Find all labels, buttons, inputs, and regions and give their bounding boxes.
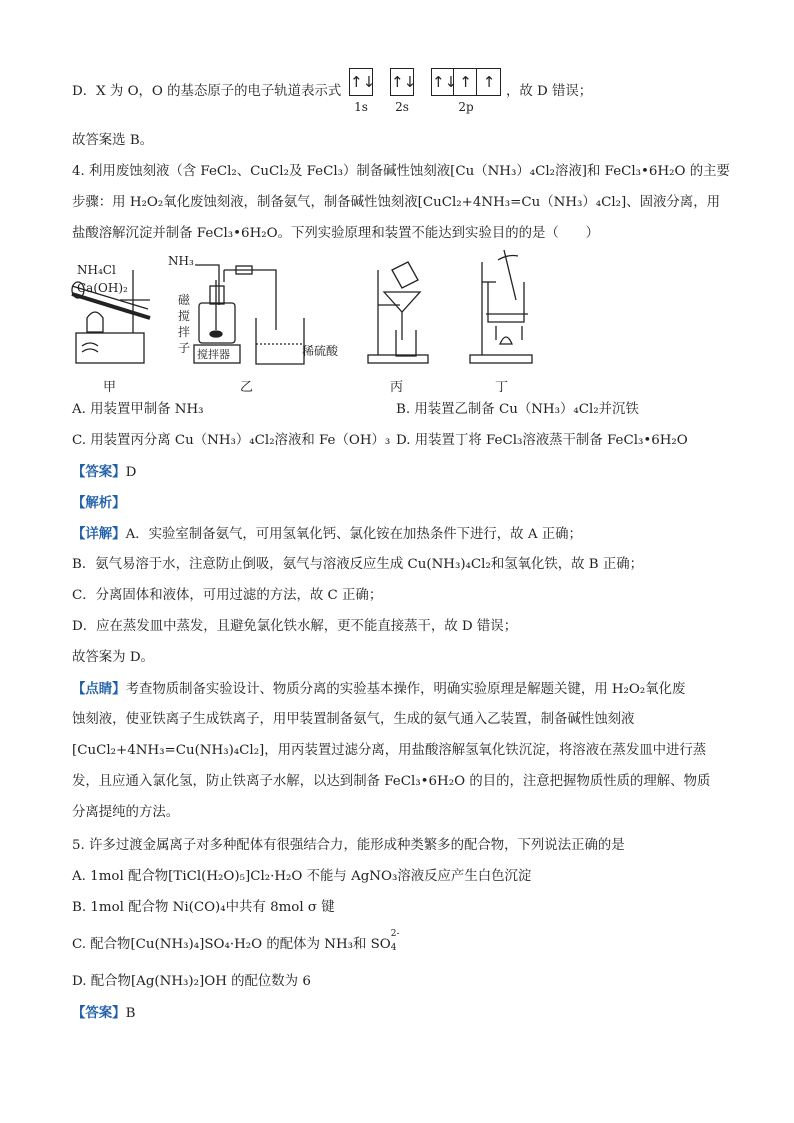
detail-a-text: A．实验室制备氨气，可用氢氧化钙、氯化铵在加热条件下进行，故 A 正确； xyxy=(125,527,582,542)
caption-jia: 甲 xyxy=(103,380,117,395)
answer-tag: 【答案】 xyxy=(72,1005,126,1021)
q4-detail-d: D．应在蒸发皿中蒸发，且避免氯化铁水解，更不能直接蒸干，故 D 错误； xyxy=(72,619,518,634)
apparatus-ding xyxy=(470,250,532,363)
q5-option-d: D. 配合物[Ag(NH₃)₂]OH 的配位数为 6 xyxy=(72,974,311,989)
detail-tag: 【详解】 xyxy=(72,526,126,542)
q5-option-c xyxy=(72,929,403,955)
orbital-label-1s: 1s xyxy=(354,100,368,114)
yi-acid-label: 稀硫酸 xyxy=(302,344,339,358)
q4-detail-end: 故答案为 D。 xyxy=(72,650,154,665)
q4-detail-a xyxy=(72,524,582,545)
sulfate-charge: 2- 4 xyxy=(390,929,400,953)
yi-stirrer-label: 搅拌器 xyxy=(197,348,230,361)
q4-option-c: C. 用装置丙分离 Cu（NH₃）₄Cl₂溶液和 Fe（OH）₃ xyxy=(72,433,391,448)
caption-yi: 乙 xyxy=(240,380,254,395)
q4-remark-line1 xyxy=(72,679,685,700)
answer-value: D xyxy=(125,465,137,480)
orbital-cell: ↑↓ xyxy=(432,69,454,95)
q5-option-a: A. 1mol 配合物[TiCl(H₂O)₅]Cl₂·H₂O 不能与 AgNO₃溶液反应产生白色沉淀 xyxy=(72,869,532,884)
q3-conclusion: 故答案选 B。 xyxy=(72,133,154,148)
q4-remark-line4: 发，且应通入氯化氢，防止铁离子水解，以达到制备 FeCl₃•6H₂O 的目的，注意把握物质性质的理解、物质 xyxy=(72,774,711,789)
yi-stirbar-char: 磁 xyxy=(178,293,191,307)
analysis-tag: 【解析】 xyxy=(72,495,126,511)
q4-analysis-tag xyxy=(72,493,126,514)
apparatus-figure xyxy=(0,0,794,400)
orbital-cell: ↑ xyxy=(455,69,477,95)
q3-option-d-text: D．X 为 O，O 的基态原子的电子轨道表示式 xyxy=(72,84,342,99)
remark-line1-text: 考查物质制备实验设计、物质分离的实验基本操作，明确实验原理是解题关键，用 H₂O₂氧化废 xyxy=(125,682,686,697)
q4-remark-line3: [CuCl₂+4NH₃=Cu(NH₃)₄Cl₂]，用丙装置过滤分离，用盐酸溶解氢氧化铁沉淀，将溶液在蒸发皿中进行蒸 xyxy=(72,743,707,758)
apparatus-bing xyxy=(368,262,428,363)
q4-detail-c: C．分离固体和液体，可用过滤的方法，故 C 正确； xyxy=(72,588,383,603)
yi-stirbar-char: 搅 xyxy=(178,309,191,323)
remark-tag: 【点睛】 xyxy=(72,681,126,697)
caption-ding: 丁 xyxy=(495,380,509,395)
q4-stem-line2: 步骤：用 H₂O₂氧化废蚀刻液，制备氨气，制备碱性蚀刻液[CuCl₂+4NH₃=Cu（NH₃）₄Cl₂]、固液分离，用 xyxy=(72,195,720,210)
q4-detail-b: B．氨气易溶于水，注意防止倒吸，氨气与溶液反应生成 Cu(NH₃)₄Cl₂和氢氧化铁，故 B 正确； xyxy=(72,557,644,572)
q5-option-c-text: C. 配合物[Cu(NH₃)₄]SO₄·H₂O 的配体为 NH₃和 SO xyxy=(72,937,391,952)
q5-option-b: B. 1mol 配合物 Ni(CO)₄中共有 8mol σ 键 xyxy=(72,900,335,915)
orbital-cell: ↑↓ xyxy=(391,73,417,91)
answer-tag: 【答案】 xyxy=(72,464,126,480)
q5-answer xyxy=(72,1003,135,1024)
q5-stem: 5. 许多过渡金属离子对多种配体有很强结合力，能形成种类繁多的配合物，下列说法正确的是 xyxy=(72,838,625,853)
q4-option-b: B. 用装置乙制备 Cu（NH₃）₄Cl₂并沉铁 xyxy=(396,402,639,417)
q4-stem-line1: 4. 利用废蚀刻液（含 FeCl₂、CuCl₂及 FeCl₃）制备碱性蚀刻液[Cu（NH₃）₄Cl₂溶液]和 FeCl₃•6H₂O 的主要 xyxy=(72,164,730,179)
yi-stirbar-char: 拌 xyxy=(178,325,191,339)
yi-stirbar-char: 子 xyxy=(178,341,191,355)
q4-answer xyxy=(72,462,136,483)
orbital-cell: ↑ xyxy=(482,73,496,91)
jia-reagent-nh4cl: NH₄Cl xyxy=(77,263,116,277)
q4-option-d: D. 用装置丁将 FeCl₃溶液蒸干制备 FeCl₃•6H₂O xyxy=(396,433,688,448)
orbital-label-2p: 2p xyxy=(458,100,474,114)
caption-bing: 丙 xyxy=(390,380,404,395)
orbital-cell: ↑↓ xyxy=(350,73,376,91)
q4-remark-line5: 分离提纯的方法。 xyxy=(72,805,180,820)
q3-option-d-tail: ，故 D 错误； xyxy=(506,84,593,99)
q4-option-a: A. 用装置甲制备 NH₃ xyxy=(72,402,204,417)
jia-reagent-caoh2: Ca(OH)₂ xyxy=(77,281,128,295)
answer-value: B xyxy=(125,1006,136,1021)
yi-gas-label: NH₃ xyxy=(168,254,194,268)
q4-remark-line2: 蚀刻液，使亚铁离子生成铁离子，用甲装置制备氨气，生成的氨气通入乙装置，制备碱性蚀刻液 xyxy=(72,712,635,727)
orbital-label-2s: 2s xyxy=(395,100,409,114)
q4-stem-line3: 盐酸溶解沉淀并制备 FeCl₃•6H₂O。下列实验原理和装置不能达到实验目的的是（ ） xyxy=(72,226,599,241)
